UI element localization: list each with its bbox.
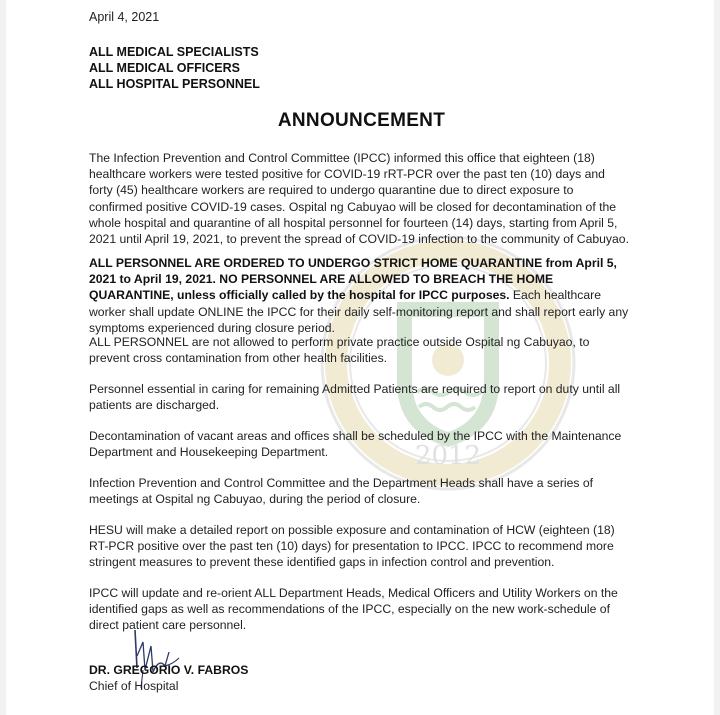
quarantine-order-rest: Each healthcare worker shall update ONLINE the IPCC for their daily self-monitoring report and shall report early any symptoms experienced during closure period. bbox=[89, 288, 629, 335]
left-margin-strip bbox=[0, 0, 6, 715]
recipient-line: ALL HOSPITAL PERSONNEL bbox=[89, 77, 260, 91]
paragraph-reorientation: IPCC will update and re-orient ALL Department Heads, Medical Officers and Utility Workers on the identified gaps as well as recommendations of the IPCC, especially on the new work-schedule of direct patient care personnel. bbox=[89, 586, 618, 633]
paragraph-decontamination: Decontamination of vacant areas and offices shall be scheduled by the IPCC with the Maintenance Department and Housekeeping Department. bbox=[89, 429, 622, 460]
document-date: April 4, 2021 bbox=[89, 10, 160, 24]
paragraph-private-practice: ALL PERSONNEL are not allowed to perform private practice outside Ospital ng Cabuyao, to prevent cross contamination from other health facilities. bbox=[89, 335, 590, 366]
recipient-line: ALL MEDICAL OFFICERS bbox=[89, 61, 240, 75]
paragraph-home-quarantine bbox=[89, 255, 629, 336]
recipient-line: ALL MEDICAL SPECIALISTS bbox=[89, 45, 259, 59]
seal-year: 2012 bbox=[414, 441, 482, 471]
paragraph-hesu-report: HESU will make a detailed report on possible exposure and contamination of HCW (eighteen (18) RT-PCR positive over the past ten (10) days) for presentation to IPCC. IPCC to recommend more stringent measures to prevent these identified gaps in infection control and prevention. bbox=[89, 523, 615, 570]
announcement-document bbox=[89, 0, 649, 715]
quarantine-order-bold: ALL PERSONNEL ARE ORDERED TO UNDERGO STRICT HOME QUARANTINE from April 5, 2021 to April 19, 2021. NO PERSONNEL ARE ALLOWED TO BREACH THE HOME QUARANTINE, unless officially called by the hospital for IPCC purposes. bbox=[89, 256, 617, 303]
paragraph-essential-personnel: Personnel essential in caring for remaining Admitted Patients are required to report on duty until all patients are discharged. bbox=[89, 382, 621, 413]
signatory-name: DR. GREGORIO V. FABROS bbox=[89, 663, 249, 677]
paragraph-meetings: Infection Prevention and Control Committee and the Department Heads shall have a series of meetings at Ospital ng Cabuyao, during the period of closure. bbox=[89, 476, 594, 507]
signatory-title: Chief of Hospital bbox=[89, 679, 179, 693]
recipients-list bbox=[89, 44, 260, 92]
paragraph-closure-notice: The Infection Prevention and Control Committee (IPCC) informed this office that eighteen (18) healthcare workers were tested positive for COVID-19 rRT-PCR over the past ten (10) days and forty (45) healthcare workers are required to undergo quarantine due to direct exposure to confirmed positive COVID-19 cases. Ospital ng Cabuyao will be closed for decontamination of the whole hospital and quarantine of all hospital personnel for fourteen (14) days, starting from April 5, 2021 until April 19, 2021, to prevent the spread of COVID-19 infection to the community of Cabuyao. bbox=[89, 151, 629, 247]
document-title: ANNOUNCEMENT bbox=[277, 110, 446, 131]
right-margin-strip bbox=[714, 0, 720, 715]
